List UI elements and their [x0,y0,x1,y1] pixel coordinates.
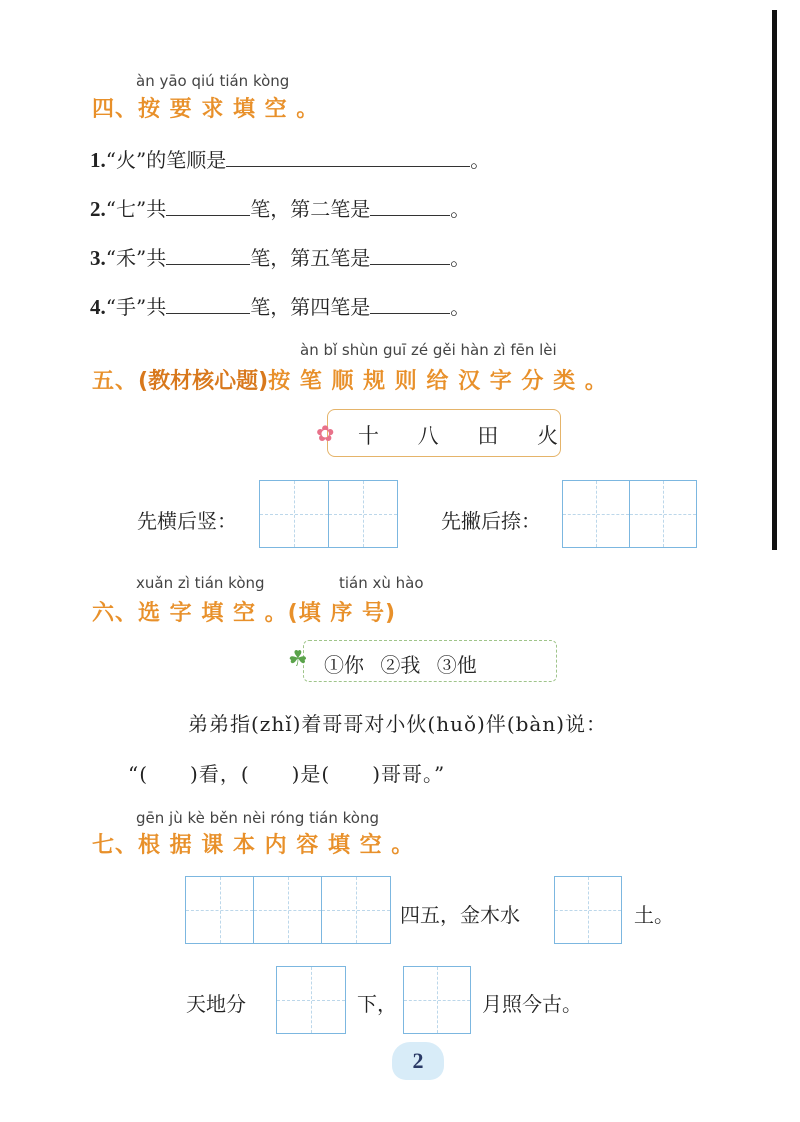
options-text: ①你 ②我 ③他 [324,653,477,677]
scan-edge-line [772,10,777,550]
sentence-line-1: 弟弟指(zhǐ)着哥哥对小伙(huǒ)伴(bàn)说： [188,712,608,736]
question-end: 。 [450,197,471,221]
question-text-a: “七”共 [105,197,167,221]
tianzige-box[interactable] [276,966,346,1034]
word-bank-box [316,409,575,457]
section7-title: 七、根 据 课 本 内 容 填 空 。 [92,833,415,858]
question-number: 2. [90,197,106,221]
tianzige-box[interactable] [253,876,322,944]
section4-pinyin: àn yāo qiú tián kòng [136,72,290,90]
question-text-b: 笔，第五笔是 [250,246,371,270]
core-question-tag: (教材核心题) [138,369,269,394]
section6-pinyin-a: xuǎn zì tián kòng [136,574,265,592]
question-4 [90,291,470,320]
section5-pinyin: àn bǐ shùn guī zé gěi hàn zì fēn lèi [300,341,557,359]
label-pie-na: 先撇后捺： [441,509,541,533]
question-number: 4. [90,295,106,319]
verse-line-1-middle: 四五，金木水 [400,903,520,927]
question-end: 。 [450,295,471,319]
verse-line-1-end: 土。 [634,903,674,927]
section7-pinyin: gēn jù kè běn nèi róng tián kòng [136,809,379,827]
answer-blank[interactable] [370,197,450,216]
word-bank-characters: 十 八 田 火 [358,424,575,448]
question-text-b: 笔，第四笔是 [250,295,371,319]
section6-title: 六、选 字 填 空 。(填 序 号) [92,601,397,626]
question-number: 3. [90,246,106,270]
question-number: 1. [90,148,106,172]
clover-icon: ☘ [288,647,308,672]
answer-blank[interactable] [370,246,450,265]
tianzige-box[interactable] [321,876,391,944]
tianzige-box[interactable] [629,480,697,548]
answer-blank[interactable] [226,148,470,167]
flower-icon: ✿ [316,422,335,447]
question-end: 。 [470,148,491,172]
question-2 [90,193,470,222]
verse-line-2-start: 天地分 [186,992,246,1016]
question-text-b: 笔，第二笔是 [250,197,371,221]
question-text-a: “禾”共 [105,246,167,270]
tianzige-box[interactable] [259,480,329,548]
answer-blank[interactable] [370,295,450,314]
question-text: “火”的笔顺是 [105,148,227,172]
question-end: 。 [450,246,471,270]
tianzige-box[interactable] [403,966,471,1034]
page-number: 2 [392,1042,444,1080]
options-box [288,640,557,682]
tianzige-box[interactable] [185,876,254,944]
question-text-a: “手”共 [105,295,167,319]
sentence-line-2: “( )看，( )是( )哥哥。” [128,762,446,786]
answer-blank[interactable] [166,246,250,265]
section5-prefix: 五、 [92,369,139,394]
section5-instruction: 按 笔 顺 规 则 给 汉 字 分 类 。 [268,369,608,394]
section5-title [92,364,608,395]
tianzige-box[interactable] [328,480,398,548]
label-heng-shu: 先横后竖： [137,509,237,533]
verse-line-2-end: 月照今古。 [482,992,582,1016]
answer-blank[interactable] [166,295,250,314]
question-3 [90,242,470,271]
section4-title: 四、按 要 求 填 空 。 [92,97,320,122]
tianzige-box[interactable] [554,876,622,944]
section6-pinyin-b: tián xù hào [339,574,424,592]
question-1 [90,144,490,173]
tianzige-box[interactable] [562,480,630,548]
answer-blank[interactable] [166,197,250,216]
verse-line-2-middle: 下， [357,992,397,1016]
